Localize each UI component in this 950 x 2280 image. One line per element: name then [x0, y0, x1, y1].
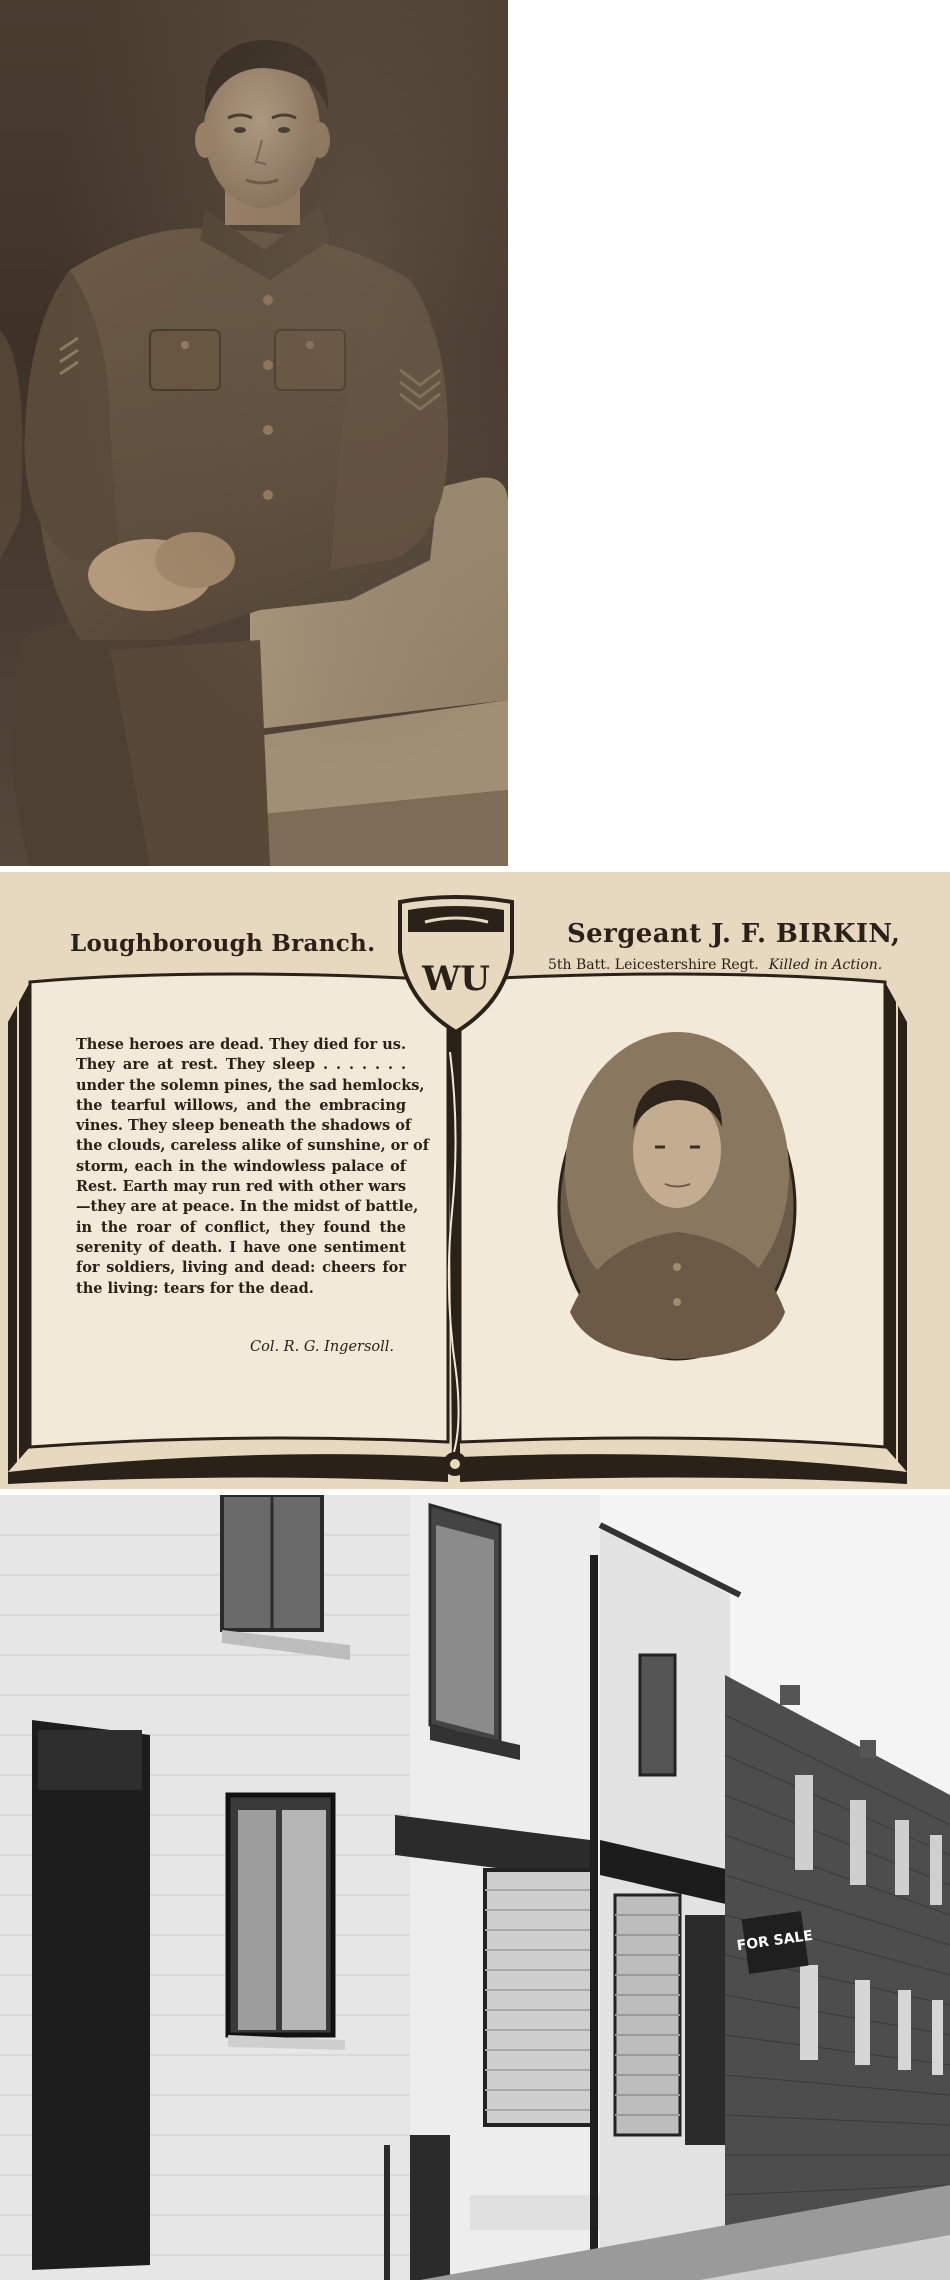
poem-line: —they are at peace. In the midst of battle, [76, 1198, 419, 1216]
terrace-houses-illustration [0, 1495, 950, 2280]
branch-title: Loughborough Branch. [70, 930, 376, 957]
for-sale-sign-text: FOR SALE [735, 1927, 814, 1955]
poem-line: under the solemn pines, the sad hemlocks, [76, 1076, 425, 1094]
battalion-line [548, 957, 882, 973]
poem-line: storm, each in the windowless palace of [76, 1157, 406, 1175]
battalion-text: 5th Batt. Leicestershire Regt. [548, 957, 759, 973]
poem-line: They are at rest. They sleep . . . . . . . [76, 1056, 406, 1074]
poem-credit: Col. R. G. Ingersoll. [250, 1339, 395, 1355]
poem-line: Rest. Earth may run red with other wars [76, 1178, 406, 1196]
poem-line: the clouds, careless alike of sunshine, or of [76, 1137, 429, 1155]
poem-line: in the roar of conflict, they found the [76, 1218, 406, 1236]
memorial-card [0, 872, 950, 1489]
poem-line: vines. They sleep beneath the shadows of [76, 1117, 412, 1135]
poem-line: serenity of death. I have one sentiment [76, 1238, 406, 1256]
soldier-name: Sergeant J. F. BIRKIN, [567, 919, 901, 949]
studio-backdrop [0, 0, 508, 866]
soldier-portrait-photo [0, 0, 508, 866]
poem-line: These heroes are dead. They died for us. [76, 1036, 406, 1053]
poem-line: for soldiers, living and dead: cheers for [76, 1259, 406, 1277]
emblem-letters: WU [422, 959, 490, 999]
status-text: Killed in Action. [768, 957, 883, 973]
memorial-poem [76, 1035, 429, 1299]
street-terrace-photo [0, 1495, 950, 2280]
poem-line: the living: tears for the dead. [76, 1279, 314, 1297]
poem-line: the tearful willows, and the embracing [76, 1096, 406, 1114]
